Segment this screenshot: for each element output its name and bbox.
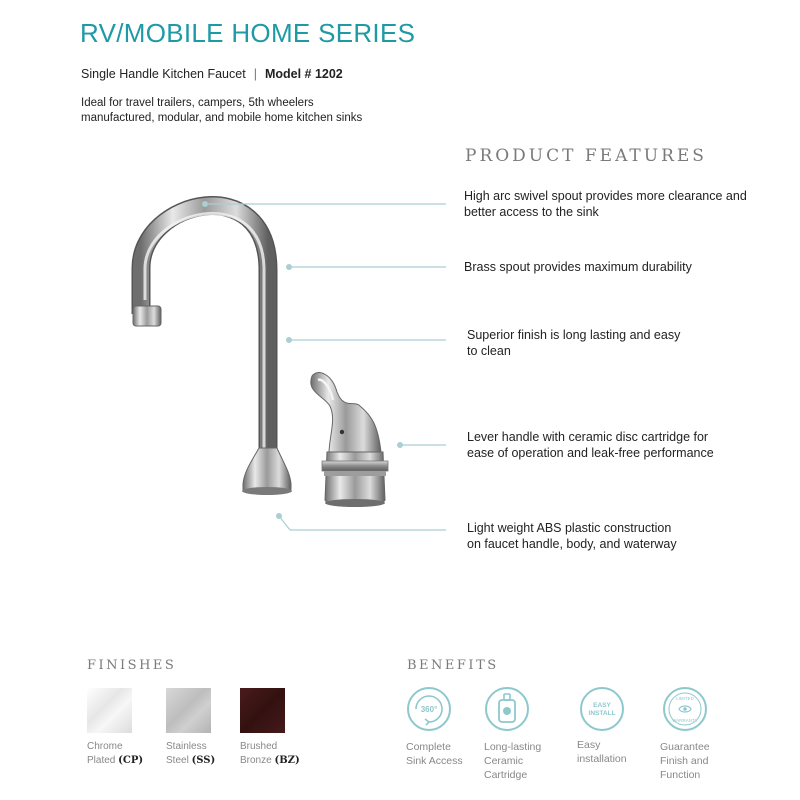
chrome-plated-swatch: [87, 688, 132, 733]
icon-text: EASY: [593, 702, 611, 709]
benefit-line: installation: [577, 753, 627, 765]
feature-line: better access to the sink: [464, 205, 599, 219]
benefit-line: Complete: [406, 741, 451, 753]
finish-label-line: Chrome: [87, 741, 123, 752]
intro-line: Ideal for travel trailers, campers, 5th wheelers: [81, 97, 314, 109]
faucet-aerator: [133, 306, 161, 326]
feature-line: Lever handle with ceramic disc cartridge for: [467, 430, 709, 444]
callout-dot: [286, 264, 292, 270]
brushed-bronze-swatch: [240, 688, 285, 733]
feature-line: on faucet handle, body, and waterway: [467, 537, 677, 551]
icon-text: WARRANTY: [672, 718, 698, 723]
stainless-steel-swatch: [166, 688, 211, 733]
intro-line: manufactured, modular, and mobile home kitchen sinks: [81, 112, 363, 124]
feature-line: Light weight ABS plastic construction: [467, 521, 672, 535]
360-rotation-icon: [406, 686, 452, 732]
finish-name: Steel: [166, 755, 189, 766]
easy-install-icon: [579, 686, 625, 732]
icon-text: INSTALL: [588, 710, 616, 717]
benefit-line: Sink Access: [406, 755, 463, 767]
feature-item: [464, 259, 692, 275]
benefit-label-installation: [577, 738, 627, 766]
feature-line: ease of operation and leak-free performance: [467, 446, 714, 460]
finish-label-line: Stainless: [166, 741, 207, 752]
callout-dot: [276, 513, 282, 519]
ceramic-cartridge-icon: [484, 686, 530, 732]
benefits-heading: BENEFITS: [407, 658, 499, 673]
benefit-line: Finish and: [660, 755, 709, 767]
page-title: RV/MOBILE HOME SERIES: [80, 18, 416, 48]
finish-code: (SS): [191, 755, 216, 766]
faucet-lever-handle: [311, 373, 381, 452]
finish-label-line: [166, 754, 215, 768]
feature-line: Superior finish is long lasting and easy: [467, 328, 681, 342]
finish-code: (BZ): [274, 755, 300, 766]
model-number: Model # 1202: [264, 67, 343, 81]
limited-warranty-icon: [662, 686, 708, 732]
benefit-line: Long-lasting: [484, 741, 542, 753]
icon-text: LIMITED: [676, 696, 694, 701]
callout-dot: [286, 337, 292, 343]
callout-dot: [397, 442, 403, 448]
feature-item: [467, 520, 677, 552]
finish-label-line: [240, 754, 300, 768]
faucet-handle-body: [325, 452, 385, 505]
finishes-heading: FINISHES: [87, 658, 177, 673]
feature-line: to clean: [467, 344, 511, 358]
benefit-label-cartridge: [484, 740, 541, 782]
finish-label-line: [87, 754, 143, 768]
benefit-line: Easy: [577, 739, 601, 751]
feature-line: Brass spout provides maximum durability: [464, 260, 692, 274]
feature-item: [464, 188, 747, 220]
benefit-line: Ceramic: [484, 755, 524, 767]
benefit-label-guarantee: [660, 740, 710, 782]
finish-label-stainless: [166, 740, 215, 768]
icon-text: 360°: [420, 705, 438, 714]
finish-label-bronze: [240, 740, 300, 768]
product-name: Single Handle Kitchen Faucet: [81, 67, 246, 81]
finish-label-line: Brushed: [240, 741, 278, 752]
subtitle-separator: |: [253, 67, 257, 81]
product-features-heading: PRODUCT FEATURES: [465, 146, 707, 166]
benefit-line: Function: [660, 769, 701, 781]
feature-item: [467, 429, 714, 461]
feature-line: High arc swivel spout provides more clearance and: [464, 189, 747, 203]
benefit-label-sink-access: [406, 740, 463, 768]
callout-dot: [202, 201, 208, 207]
faucet-spout-base: [243, 448, 291, 493]
finish-name: Plated: [87, 755, 116, 766]
finish-label-chrome: [87, 740, 143, 768]
feature-item: [467, 327, 680, 359]
benefit-line: Guarantee: [660, 741, 710, 753]
finish-name: Bronze: [240, 755, 272, 766]
finish-code: (CP): [118, 755, 144, 766]
faucet-spout: [141, 206, 268, 452]
benefit-line: Cartridge: [484, 769, 528, 781]
